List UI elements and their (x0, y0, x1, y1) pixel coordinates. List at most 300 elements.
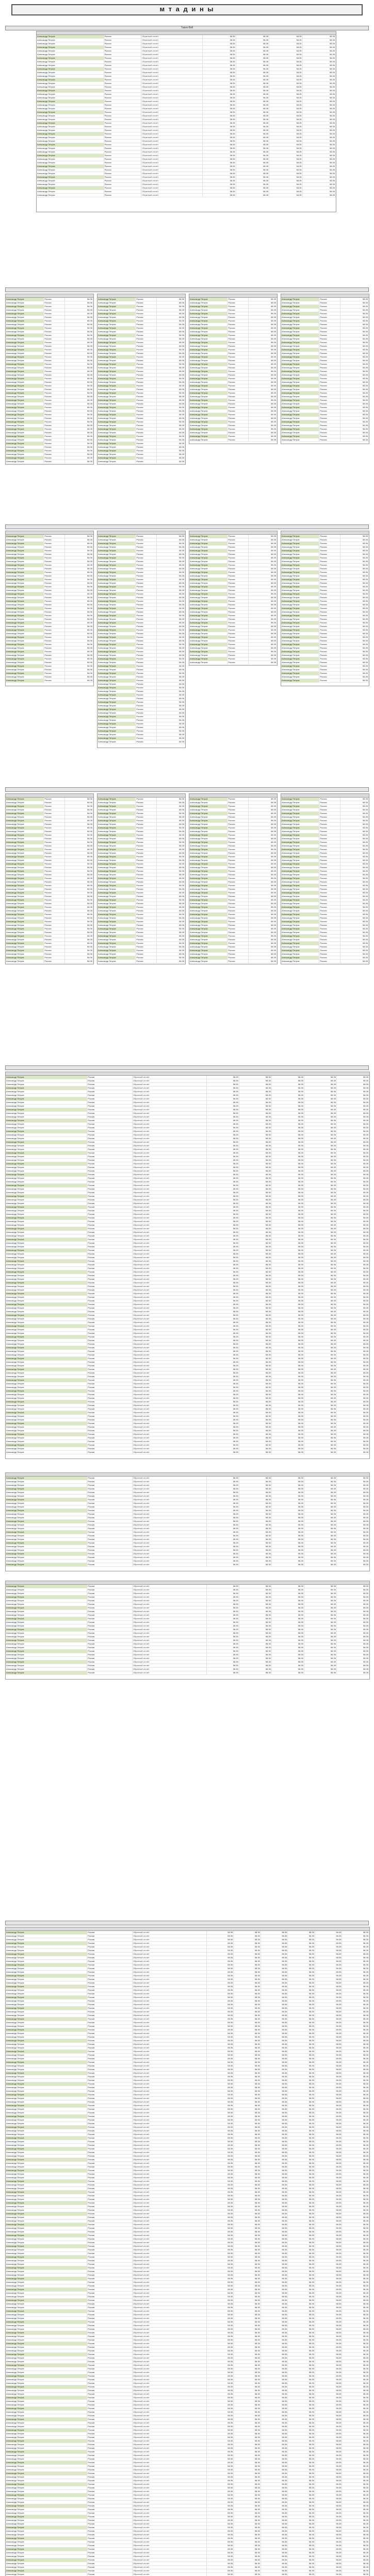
table-row (97, 708, 185, 711)
value-cell: 58.35 (304, 1224, 337, 1227)
value-cell: 58.35 (207, 1242, 239, 1245)
value-cell: 58.35 (207, 1426, 239, 1429)
name-cell: Александр Петров (6, 1170, 87, 1173)
detail-cell: Обратный отсчёт (133, 1664, 207, 1667)
detail-cell: Обратный отсчёт (133, 1083, 207, 1086)
value-cell: 58.35 (157, 661, 185, 664)
team-cell: Россия (319, 801, 340, 804)
detail-cell: Обратный отсчёт (133, 2079, 207, 2082)
value-cell: 58.35 (236, 136, 269, 139)
name-cell: Александр Петров (189, 895, 227, 898)
value-cell: 58.35 (269, 150, 302, 154)
value-cell: 58.35 (157, 319, 185, 323)
value-cell: 58.35 (272, 1646, 304, 1649)
detail-cell: Обратный отсчёт (133, 2061, 207, 2064)
table-row (281, 538, 369, 542)
table-row (281, 819, 369, 823)
value-cell: 58.35 (340, 618, 369, 621)
table-row (6, 1155, 369, 1159)
value-cell: 58.35 (340, 428, 369, 431)
team-cell: Россия (87, 1216, 133, 1219)
value-cell: 58.35 (304, 1451, 337, 1454)
team-cell: Россия (136, 726, 156, 729)
name-cell: Александр Петров (6, 1198, 87, 1201)
value-cell: 58.35 (337, 1498, 369, 1501)
name-cell: Александр Петров (6, 2104, 87, 2107)
table-row (6, 1090, 369, 1094)
team-cell: Россия (87, 1397, 133, 1400)
team-cell: Россия (136, 592, 156, 596)
value-cell: 58.35 (157, 844, 185, 848)
value-cell: 58.35 (65, 435, 93, 438)
value-cell: 58.35 (340, 801, 369, 804)
value-cell: 58.35 (315, 2201, 343, 2205)
table-row (6, 574, 93, 578)
team-cell: Россия (87, 1278, 133, 1281)
value-cell: 58.35 (342, 2284, 369, 2287)
team-cell: Россия (104, 64, 142, 67)
value-cell: 58.35 (337, 1639, 369, 1642)
value-cell: 58.35 (249, 319, 277, 323)
detail-cell: Обратный отсчёт (133, 1563, 207, 1566)
table-row (97, 319, 185, 323)
value-cell: 58.35 (207, 1353, 239, 1357)
name-cell: Александр Петров (189, 392, 227, 395)
value-cell: 58.35 (65, 453, 93, 456)
value-cell: 58.35 (269, 143, 302, 146)
value-cell: 58.35 (315, 2003, 343, 2006)
value-cell: 58.35 (272, 1642, 304, 1646)
value-cell: 58.35 (207, 1148, 239, 1151)
value-cell: 58.35 (261, 2108, 288, 2111)
table-row (6, 2266, 369, 2270)
table-row (6, 2054, 369, 2057)
value-cell: 58.35 (261, 2302, 288, 2306)
value-cell: 58.35 (65, 337, 93, 341)
team-cell: Россия (87, 1382, 133, 1385)
value-cell: 58.35 (234, 2245, 261, 2248)
value-cell: 58.35 (157, 826, 185, 829)
value-cell: 58.35 (342, 1996, 369, 1999)
team-cell: Россия (87, 1480, 133, 1483)
team-cell: Россия (227, 841, 248, 844)
name-cell: Александр Петров (281, 312, 319, 315)
value-cell: 58.35 (249, 805, 277, 808)
value-cell: 58.35 (234, 2046, 261, 2049)
value-cell: 58.35 (239, 1076, 272, 1079)
value-cell: 58.35 (315, 2198, 343, 2201)
value-cell: 58.35 (207, 1220, 239, 1223)
name-cell: Александр Петров (97, 942, 136, 945)
table-row (6, 1585, 369, 1588)
value-cell: 58.35 (342, 2111, 369, 2114)
table-row (97, 862, 185, 866)
value-cell: 58.35 (249, 891, 277, 894)
name-cell: Александр Петров (97, 697, 136, 700)
value-cell: 58.35 (342, 1985, 369, 1988)
table-row (189, 538, 277, 542)
team-cell: Россия (87, 1386, 133, 1389)
value-cell: 58.35 (315, 2140, 343, 2143)
table-row (6, 1491, 369, 1495)
name-cell: Александр Петров (6, 1523, 87, 1527)
value-cell: 58.35 (342, 2306, 369, 2309)
team-cell: Россия (136, 377, 156, 380)
value-cell: 58.35 (249, 618, 277, 621)
table-row (6, 917, 93, 920)
table-row (281, 341, 369, 345)
table-row (189, 661, 277, 665)
value-cell: 58.35 (288, 2003, 315, 2006)
value-cell: 58.35 (340, 650, 369, 653)
table-row (281, 596, 369, 600)
name-cell: Александр Петров (6, 1310, 87, 1313)
table-row (97, 341, 185, 345)
value-cell: 58.35 (272, 1278, 304, 1281)
value-cell: 58.35 (239, 1668, 272, 1671)
table-header (37, 31, 336, 35)
value-cell: 58.35 (340, 629, 369, 632)
value-cell: 58.35 (65, 377, 93, 380)
table-row (97, 334, 185, 337)
value-cell: 58.35 (261, 2032, 288, 2035)
value-cell: 58.35 (315, 1945, 343, 1948)
value-cell: 58.35 (304, 1328, 337, 1331)
value-cell: 58.35 (272, 1411, 304, 1414)
value-cell: 58.35 (342, 1949, 369, 1952)
value-cell: 58.35 (340, 891, 369, 894)
team-cell: Россия (87, 1935, 133, 1938)
table-row (6, 1188, 369, 1191)
team-cell: Россия (136, 737, 156, 740)
table-row (6, 2158, 369, 2162)
value-cell: 58.35 (315, 1974, 343, 1977)
value-cell: 58.35 (272, 1317, 304, 1320)
table-row (6, 2212, 369, 2216)
value-cell: 58.35 (288, 2169, 315, 2172)
name-cell: Александр Петров (6, 438, 44, 442)
name-cell: Александр Петров (189, 899, 227, 902)
table-row (6, 1981, 369, 1985)
value-cell: 58.35 (342, 2162, 369, 2165)
detail-cell: Обратный отсчёт (133, 1978, 207, 1981)
name-cell: Александр Петров (189, 323, 227, 326)
table-row (97, 899, 185, 902)
table-row (281, 363, 369, 366)
table-row (6, 1599, 369, 1603)
value-cell: 58.35 (239, 1599, 272, 1602)
name-cell: Александр Петров (6, 1346, 87, 1349)
team-cell: Россия (227, 888, 248, 891)
team-cell: Россия (319, 607, 340, 610)
value-cell: 58.35 (337, 1350, 369, 1353)
table-rows (37, 35, 336, 197)
name-cell: Александр Петров (189, 413, 227, 416)
team-cell: Россия (227, 650, 248, 653)
value-cell: 58.35 (249, 334, 277, 337)
value-cell: 58.35 (234, 1960, 261, 1963)
team-cell: Россия (319, 431, 340, 434)
value-cell: 58.35 (342, 2068, 369, 2071)
value-cell: 58.35 (207, 1610, 239, 1613)
name-cell: Александр Петров (6, 1353, 87, 1357)
value-cell: 58.35 (337, 1650, 369, 1653)
table-row (37, 89, 336, 93)
value-cell: 58.35 (315, 2223, 343, 2226)
value-cell: 58.35 (288, 2219, 315, 2223)
name-cell: Александр Петров (189, 592, 227, 596)
name-cell: Александр Петров (6, 355, 44, 359)
name-cell: Александр Петров (6, 1498, 87, 1501)
value-cell: 58.35 (203, 150, 236, 154)
team-cell: Россия (136, 636, 156, 639)
value-cell: 58.35 (272, 1375, 304, 1378)
value-cell: 58.35 (65, 589, 93, 592)
value-cell: 58.35 (207, 2140, 234, 2143)
value-cell: 58.35 (315, 1967, 343, 1970)
value-cell: 58.35 (236, 104, 269, 107)
value-cell: 58.35 (315, 2137, 343, 2140)
team-cell: Россия (136, 334, 156, 337)
table-row (97, 363, 185, 366)
table-row (281, 672, 369, 675)
table-row (6, 1151, 369, 1155)
table-row (6, 1660, 369, 1664)
table-row (281, 870, 369, 873)
name-cell: Александр Петров (189, 618, 227, 621)
table-row (6, 2176, 369, 2180)
value-cell: 58.35 (272, 1404, 304, 1407)
name-cell: Александр Петров (6, 1931, 87, 1934)
value-cell: 58.35 (239, 1545, 272, 1548)
value-cell: 58.35 (157, 935, 185, 938)
team-cell: Россия (87, 1299, 133, 1302)
value-cell: 58.35 (65, 384, 93, 387)
team-cell: Россия (87, 1447, 133, 1450)
value-cell: 58.35 (234, 2036, 261, 2039)
value-cell: 58.35 (340, 381, 369, 384)
value-cell: 58.35 (239, 1400, 272, 1403)
value-cell: 58.35 (234, 1956, 261, 1959)
name-cell: Александр Петров (281, 542, 319, 545)
team-cell: Россия (87, 1992, 133, 1995)
value-cell: 58.35 (207, 1202, 239, 1205)
table-row (6, 2133, 369, 2137)
value-cell: 58.35 (261, 1992, 288, 1995)
detail-cell: Обратный отсчёт (133, 1447, 207, 1450)
value-cell: 58.35 (207, 1963, 234, 1967)
value-cell: 58.35 (272, 1343, 304, 1346)
team-cell: Россия (136, 316, 156, 319)
value-cell: 58.35 (239, 1440, 272, 1443)
table-row (6, 2075, 369, 2079)
value-cell: 58.35 (207, 1087, 239, 1090)
value-cell: 58.35 (337, 1281, 369, 1284)
value-cell: 58.35 (272, 1563, 304, 1566)
value-cell: 58.35 (207, 2270, 234, 2273)
value-cell: 58.35 (315, 2227, 343, 2230)
name-cell: Александр Петров (189, 607, 227, 610)
team-cell: Россия (87, 2248, 133, 2251)
name-cell: Александр Петров (189, 848, 227, 851)
value-cell: 58.35 (272, 1220, 304, 1223)
table-row (189, 917, 277, 920)
value-cell: 58.35 (272, 1357, 304, 1360)
table-row (6, 395, 93, 399)
table-row (281, 960, 369, 963)
table-row (97, 909, 185, 913)
value-cell: 58.35 (65, 399, 93, 402)
name-cell: Александр Петров (97, 704, 136, 707)
value-cell: 58.35 (157, 374, 185, 377)
team-cell: Россия (319, 862, 340, 866)
detail-cell: Обратный отсчёт (133, 1621, 207, 1624)
value-cell: 58.35 (340, 334, 369, 337)
table-row (6, 1484, 369, 1487)
table-row (6, 1389, 369, 1393)
name-cell: Александр Петров (6, 442, 44, 445)
table-row (6, 1299, 369, 1303)
value-cell: 58.35 (342, 2025, 369, 2028)
team-cell: Россия (104, 60, 142, 63)
table-row (281, 848, 369, 852)
table-row (6, 2227, 369, 2230)
value-cell: 58.35 (239, 1133, 272, 1137)
team-cell: Россия (87, 1105, 133, 1108)
value-cell: 58.35 (207, 1931, 234, 1934)
value-cell: 58.35 (207, 1130, 239, 1133)
name-cell: Александр Петров (37, 125, 104, 128)
value-cell: 58.35 (340, 805, 369, 808)
team-cell: Россия (319, 348, 340, 351)
value-cell: 58.35 (342, 1978, 369, 1981)
detail-cell: Обратный отсчёт (133, 1400, 207, 1403)
value-cell: 58.35 (207, 1614, 239, 1617)
table-row (281, 902, 369, 906)
name-cell: Александр Петров (189, 542, 227, 545)
value-cell: 58.35 (261, 2259, 288, 2262)
value-cell: 58.35 (315, 2061, 343, 2064)
name-cell: Александр Петров (6, 816, 44, 819)
team-cell: Россия (319, 410, 340, 413)
team-cell: Россия (87, 1963, 133, 1967)
table-row (189, 884, 277, 888)
detail-cell: Обратный отсчёт (133, 1996, 207, 1999)
table-row (6, 1953, 369, 1956)
team-cell: Россия (319, 327, 340, 330)
value-cell: 58.35 (157, 334, 185, 337)
value-cell: 58.35 (337, 1242, 369, 1245)
value-cell: 58.35 (272, 1433, 304, 1436)
table-row (189, 341, 277, 345)
table-row (97, 582, 185, 585)
table-row (6, 316, 93, 319)
value-cell: 58.35 (207, 1436, 239, 1439)
detail-cell: Обратный отсчёт (133, 1624, 207, 1628)
name-cell: Александр Петров (189, 395, 227, 398)
value-cell: 58.35 (207, 2198, 234, 2201)
team-cell: Россия (87, 1173, 133, 1176)
team-cell: Россия (87, 2082, 133, 2086)
team-cell: Россия (87, 1971, 133, 1974)
team-cell: Россия (227, 377, 248, 380)
value-cell: 58.35 (288, 2140, 315, 2143)
name-cell: Александр Петров (97, 949, 136, 952)
value-cell: 58.35 (207, 1411, 239, 1414)
table-row (97, 312, 185, 316)
table-row (6, 1209, 369, 1213)
table-row (6, 2090, 369, 2093)
value-cell: 58.35 (249, 884, 277, 887)
name-cell: Александр Петров (97, 384, 136, 387)
value-cell: 58.35 (249, 370, 277, 373)
table-row (6, 442, 93, 446)
value-cell: 58.35 (288, 2155, 315, 2158)
name-cell: Александр Петров (37, 57, 104, 60)
name-cell: Александр Петров (6, 406, 44, 409)
value-cell: 58.35 (207, 1177, 239, 1180)
value-cell: 58.35 (261, 2219, 288, 2223)
table-row (37, 168, 336, 172)
team-cell: Россия (44, 560, 64, 563)
name-cell: Александр Петров (6, 1953, 87, 1956)
table-row (6, 1513, 369, 1516)
table-row (6, 1632, 369, 1635)
table-row (6, 1549, 369, 1552)
team-cell: Россия (44, 546, 64, 549)
value-cell: 58.35 (239, 1130, 272, 1133)
table-row (189, 960, 277, 963)
team-cell: Россия (87, 2230, 133, 2233)
name-cell: Александр Петров (281, 643, 319, 646)
name-cell: Александр Петров (6, 2165, 87, 2168)
value-cell: 58.35 (288, 2198, 315, 2201)
name-cell: Александр Петров (6, 1502, 87, 1505)
detail-cell: Обратный отсчёт (141, 89, 203, 92)
name-cell: Александр Петров (189, 830, 227, 833)
value-cell: 58.35 (203, 190, 236, 193)
team-cell: Россия (87, 1491, 133, 1494)
name-cell: Александр Петров (6, 654, 44, 657)
team-cell: Россия (227, 312, 248, 315)
detail-cell: Обратный отсчёт (133, 1317, 207, 1320)
name-cell: Александр Петров (6, 1949, 87, 1952)
name-cell: Александр Петров (6, 384, 44, 387)
name-cell: Александр Петров (37, 60, 104, 63)
detail-cell: Обратный отсчёт (133, 1520, 207, 1523)
table-row (97, 446, 185, 449)
table-row (6, 636, 93, 639)
table-row (189, 363, 277, 366)
table-row (97, 730, 185, 733)
name-cell: Александр Петров (6, 2043, 87, 2046)
table-row (281, 556, 369, 560)
value-cell: 58.35 (234, 2090, 261, 2093)
table-row (37, 42, 336, 46)
value-cell: 58.35 (303, 93, 336, 96)
name-cell: Александр Петров (6, 1325, 87, 1328)
value-cell: 58.35 (303, 194, 336, 197)
value-cell: 58.35 (236, 176, 269, 179)
table-row (6, 2122, 369, 2126)
value-cell: 58.35 (157, 693, 185, 697)
value-cell: 58.35 (288, 2104, 315, 2107)
table-row (6, 2281, 369, 2284)
value-cell: 58.35 (337, 1603, 369, 1606)
table-row (189, 927, 277, 931)
name-cell: Александр Петров (6, 1213, 87, 1216)
value-cell: 58.35 (261, 2277, 288, 2280)
